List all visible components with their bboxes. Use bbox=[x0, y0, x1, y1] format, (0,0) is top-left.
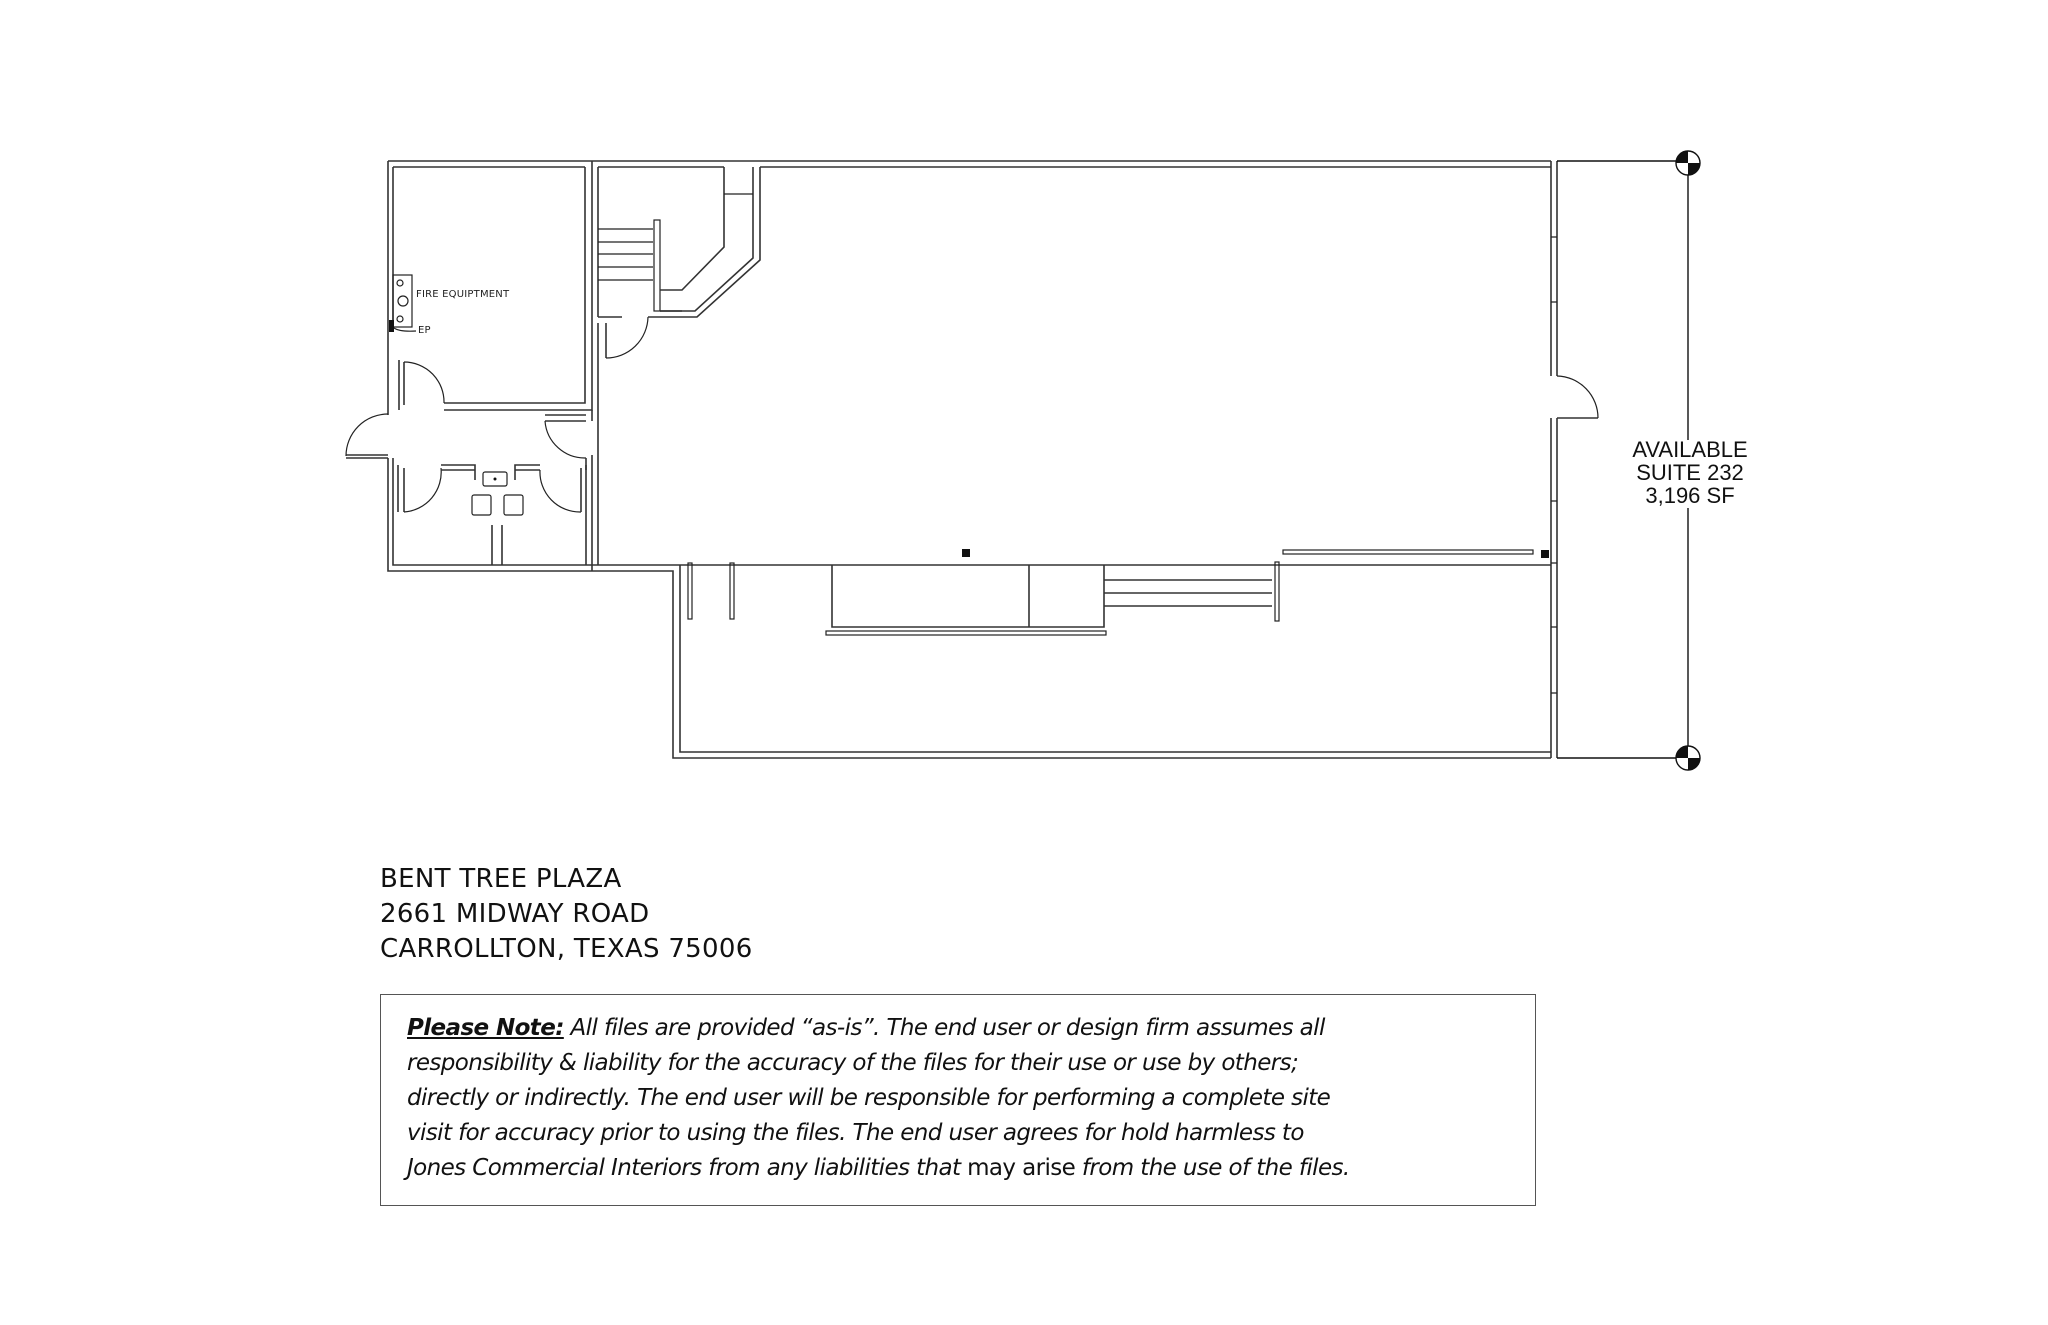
stair-rail bbox=[654, 220, 660, 311]
disclaimer-line: All files are provided “as-is”. The end user or design firm assumes all bbox=[563, 1015, 1325, 1041]
toilet-icon bbox=[472, 495, 491, 515]
suite-name: SUITE 232 bbox=[1636, 460, 1744, 485]
corridor-door-right bbox=[545, 410, 592, 571]
disclaimer-line: visit for accuracy prior to using the files. The end user agrees for hold harmless to bbox=[407, 1120, 1304, 1146]
restrooms bbox=[393, 458, 586, 565]
suite-area: 3,196 SF bbox=[1645, 483, 1735, 508]
city-state-zip: CARROLLTON, TEXAS 75006 bbox=[380, 934, 753, 964]
interior-partitions bbox=[680, 549, 1551, 635]
property-name: BENT TREE PLAZA bbox=[380, 864, 622, 894]
datum-marker-icon bbox=[1676, 746, 1700, 770]
fire-equipment-label: FIRE EQUIPTMENT bbox=[416, 289, 510, 300]
disclaimer-box bbox=[380, 994, 1536, 1206]
address-block bbox=[380, 862, 753, 967]
electrical-panel-icon bbox=[389, 320, 394, 332]
stair-room bbox=[598, 167, 760, 565]
ep-label: EP bbox=[418, 325, 431, 336]
suite-status: AVAILABLE bbox=[1632, 437, 1748, 462]
datum-marker-icon bbox=[1676, 151, 1700, 175]
toilet-icon bbox=[504, 495, 523, 515]
exterior-door-left bbox=[346, 414, 388, 458]
column-icon bbox=[1541, 550, 1549, 558]
exterior-walls bbox=[388, 161, 1551, 758]
disclaimer-lead: Please Note: bbox=[407, 1015, 564, 1041]
storefront-wall bbox=[1551, 161, 1598, 758]
fire-equipment-room bbox=[389, 161, 592, 410]
suite-label bbox=[1620, 438, 1760, 507]
disclaimer-line: directly or indirectly. The end user will be responsible for performing a complete site bbox=[407, 1085, 1331, 1111]
disclaimer-line: may arise bbox=[967, 1155, 1076, 1181]
column-icon bbox=[962, 549, 970, 557]
disclaimer-line: Jones Commercial Interiors from any liabilities that bbox=[407, 1155, 968, 1181]
disclaimer-line: responsibility & liability for the accuracy of the files for their use or use by others; bbox=[407, 1050, 1299, 1076]
disclaimer-text bbox=[407, 1011, 1515, 1186]
street-address: 2661 MIDWAY ROAD bbox=[380, 899, 650, 929]
disclaimer-line: from the use of the files. bbox=[1075, 1155, 1350, 1181]
